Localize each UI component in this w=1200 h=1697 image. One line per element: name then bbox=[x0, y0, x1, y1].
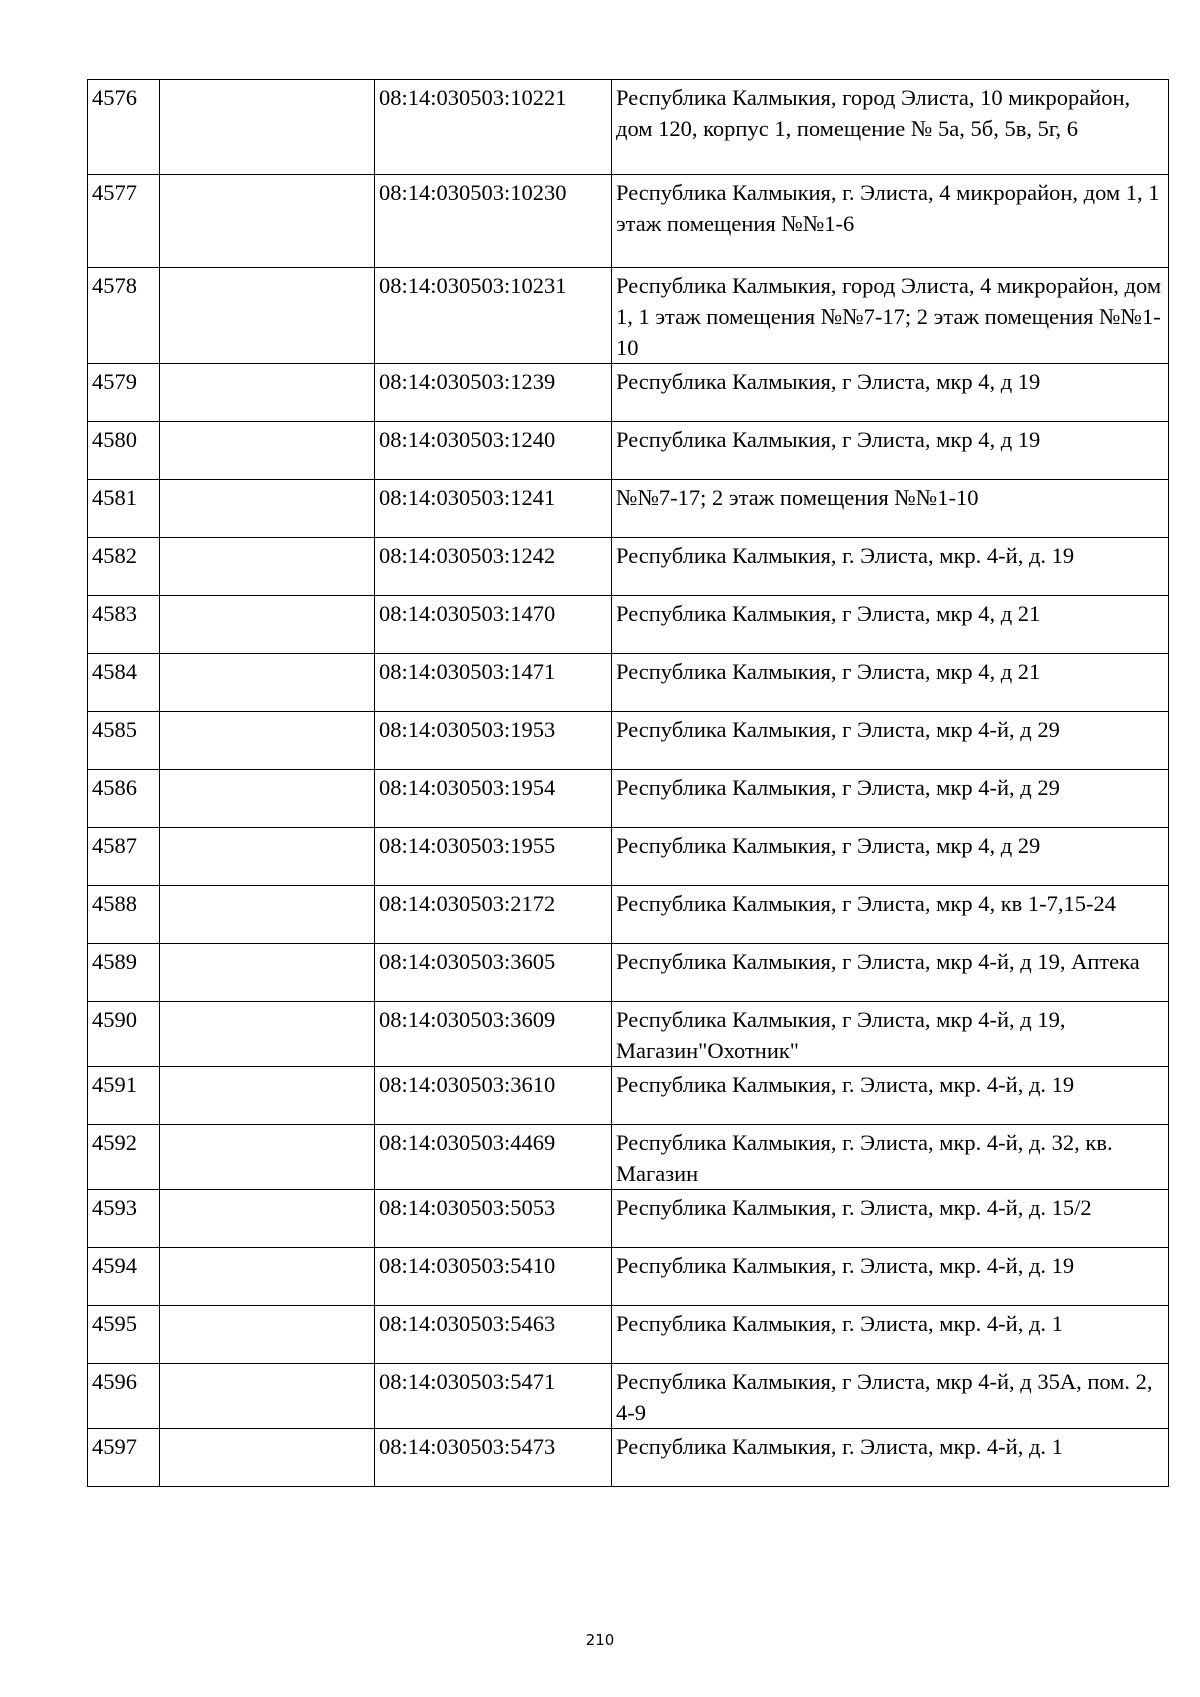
row-number: 4588 bbox=[88, 886, 160, 944]
address: Республика Калмыкия, г. Элиста, мкр. 4-й, д. 19 bbox=[612, 538, 1169, 596]
address: Республика Калмыкия, г. Элиста, мкр. 4-й, д. 1 bbox=[612, 1306, 1169, 1364]
row-number: 4583 bbox=[88, 596, 160, 654]
cadastral-number: 08:14:030503:1239 bbox=[375, 364, 612, 422]
blank-cell bbox=[160, 1248, 375, 1306]
cadastral-number: 08:14:030503:1955 bbox=[375, 828, 612, 886]
cadastral-number: 08:14:030503:1241 bbox=[375, 480, 612, 538]
blank-cell bbox=[160, 422, 375, 480]
address: Республика Калмыкия, город Элиста, 10 микрорайон, дом 120, корпус 1, помещение № 5а, 5б, 5в, 5г, 6 bbox=[612, 80, 1169, 175]
cadastral-number: 08:14:030503:1240 bbox=[375, 422, 612, 480]
table-row bbox=[88, 1125, 1169, 1190]
row-number: 4577 bbox=[88, 175, 160, 268]
cadastral-number: 08:14:030503:2172 bbox=[375, 886, 612, 944]
property-table-body bbox=[88, 80, 1169, 1487]
property-table bbox=[87, 79, 1169, 1487]
cadastral-number: 08:14:030503:5471 bbox=[375, 1364, 612, 1429]
blank-cell bbox=[160, 268, 375, 364]
blank-cell bbox=[160, 596, 375, 654]
address: Республика Калмыкия, г Элиста, мкр 4, кв 1-7,15-24 bbox=[612, 886, 1169, 944]
cadastral-number: 08:14:030503:5473 bbox=[375, 1429, 612, 1487]
row-number: 4585 bbox=[88, 712, 160, 770]
address: Республика Калмыкия, г Элиста, мкр 4, д 21 bbox=[612, 596, 1169, 654]
address: Республика Калмыкия, г. Элиста, мкр. 4-й, д. 19 bbox=[612, 1067, 1169, 1125]
address: Республика Калмыкия, г Элиста, мкр 4, д 29 bbox=[612, 828, 1169, 886]
address: Республика Калмыкия, г Элиста, мкр 4-й, д 29 bbox=[612, 770, 1169, 828]
row-number: 4596 bbox=[88, 1364, 160, 1429]
cadastral-number: 08:14:030503:10231 bbox=[375, 268, 612, 364]
address: Республика Калмыкия, г. Элиста, мкр. 4-й, д. 19 bbox=[612, 1248, 1169, 1306]
address: Республика Калмыкия, г. Элиста, мкр. 4-й, д. 1 bbox=[612, 1429, 1169, 1487]
table-row bbox=[88, 268, 1169, 364]
blank-cell bbox=[160, 538, 375, 596]
table-row bbox=[88, 422, 1169, 480]
table-row bbox=[88, 828, 1169, 886]
table-row bbox=[88, 1429, 1169, 1487]
table-row bbox=[88, 1306, 1169, 1364]
address: Республика Калмыкия, г. Элиста, мкр. 4-й, д. 15/2 bbox=[612, 1190, 1169, 1248]
row-number: 4582 bbox=[88, 538, 160, 596]
table-row bbox=[88, 596, 1169, 654]
blank-cell bbox=[160, 654, 375, 712]
cadastral-number: 08:14:030503:4469 bbox=[375, 1125, 612, 1190]
row-number: 4586 bbox=[88, 770, 160, 828]
page-number: 210 bbox=[585, 1631, 615, 1649]
table-row bbox=[88, 1002, 1169, 1067]
cadastral-number: 08:14:030503:5463 bbox=[375, 1306, 612, 1364]
cadastral-number: 08:14:030503:5410 bbox=[375, 1248, 612, 1306]
blank-cell bbox=[160, 1364, 375, 1429]
row-number: 4579 bbox=[88, 364, 160, 422]
address: Республика Калмыкия, город Элиста, 4 микрорайон, дом 1, 1 этаж помещения №№7-17; 2 этаж помещения №№1-10 bbox=[612, 268, 1169, 364]
row-number: 4592 bbox=[88, 1125, 160, 1190]
blank-cell bbox=[160, 480, 375, 538]
row-number: 4581 bbox=[88, 480, 160, 538]
blank-cell bbox=[160, 1306, 375, 1364]
cadastral-number: 08:14:030503:1471 bbox=[375, 654, 612, 712]
row-number: 4595 bbox=[88, 1306, 160, 1364]
address: Республика Калмыкия, г Элиста, мкр 4, д 19 bbox=[612, 422, 1169, 480]
table-row bbox=[88, 175, 1169, 268]
blank-cell bbox=[160, 1429, 375, 1487]
blank-cell bbox=[160, 80, 375, 175]
row-number: 4576 bbox=[88, 80, 160, 175]
table-row bbox=[88, 944, 1169, 1002]
table-row bbox=[88, 1364, 1169, 1429]
address: Республика Калмыкия, г. Элиста, мкр. 4-й, д. 32, кв. Магазин bbox=[612, 1125, 1169, 1190]
cadastral-number: 08:14:030503:10221 bbox=[375, 80, 612, 175]
cadastral-number: 08:14:030503:1954 bbox=[375, 770, 612, 828]
table-row bbox=[88, 1190, 1169, 1248]
row-number: 4580 bbox=[88, 422, 160, 480]
blank-cell bbox=[160, 886, 375, 944]
cadastral-number: 08:14:030503:1953 bbox=[375, 712, 612, 770]
table-row bbox=[88, 712, 1169, 770]
address: Республика Калмыкия, г Элиста, мкр 4-й, д 19, Аптека bbox=[612, 944, 1169, 1002]
blank-cell bbox=[160, 828, 375, 886]
table-row bbox=[88, 654, 1169, 712]
address: Республика Калмыкия, г Элиста, мкр 4, д 19 bbox=[612, 364, 1169, 422]
cadastral-number: 08:14:030503:1242 bbox=[375, 538, 612, 596]
row-number: 4590 bbox=[88, 1002, 160, 1067]
blank-cell bbox=[160, 1190, 375, 1248]
table-row bbox=[88, 1248, 1169, 1306]
blank-cell bbox=[160, 364, 375, 422]
blank-cell bbox=[160, 1002, 375, 1067]
row-number: 4591 bbox=[88, 1067, 160, 1125]
cadastral-number: 08:14:030503:1470 bbox=[375, 596, 612, 654]
row-number: 4587 bbox=[88, 828, 160, 886]
blank-cell bbox=[160, 944, 375, 1002]
blank-cell bbox=[160, 1125, 375, 1190]
table-row bbox=[88, 364, 1169, 422]
blank-cell bbox=[160, 175, 375, 268]
blank-cell bbox=[160, 1067, 375, 1125]
cadastral-number: 08:14:030503:10230 bbox=[375, 175, 612, 268]
row-number: 4597 bbox=[88, 1429, 160, 1487]
address: Республика Калмыкия, г Элиста, мкр 4, д 21 bbox=[612, 654, 1169, 712]
row-number: 4594 bbox=[88, 1248, 160, 1306]
table-row bbox=[88, 770, 1169, 828]
cadastral-number: 08:14:030503:5053 bbox=[375, 1190, 612, 1248]
address: Республика Калмыкия, г. Элиста, 4 микрорайон, дом 1, 1 этаж помещения №№1-6 bbox=[612, 175, 1169, 268]
table-row bbox=[88, 538, 1169, 596]
cadastral-number: 08:14:030503:3609 bbox=[375, 1002, 612, 1067]
blank-cell bbox=[160, 770, 375, 828]
table-row bbox=[88, 480, 1169, 538]
table-row bbox=[88, 80, 1169, 175]
address: №№7-17; 2 этаж помещения №№1-10 bbox=[612, 480, 1169, 538]
row-number: 4584 bbox=[88, 654, 160, 712]
address: Республика Калмыкия, г Элиста, мкр 4-й, д 19, Магазин"Охотник" bbox=[612, 1002, 1169, 1067]
address: Республика Калмыкия, г Элиста, мкр 4-й, д 29 bbox=[612, 712, 1169, 770]
address: Республика Калмыкия, г Элиста, мкр 4-й, д 35А, пом. 2, 4-9 bbox=[612, 1364, 1169, 1429]
row-number: 4578 bbox=[88, 268, 160, 364]
row-number: 4593 bbox=[88, 1190, 160, 1248]
table-row bbox=[88, 1067, 1169, 1125]
cadastral-number: 08:14:030503:3605 bbox=[375, 944, 612, 1002]
blank-cell bbox=[160, 712, 375, 770]
cadastral-number: 08:14:030503:3610 bbox=[375, 1067, 612, 1125]
table-row bbox=[88, 886, 1169, 944]
row-number: 4589 bbox=[88, 944, 160, 1002]
